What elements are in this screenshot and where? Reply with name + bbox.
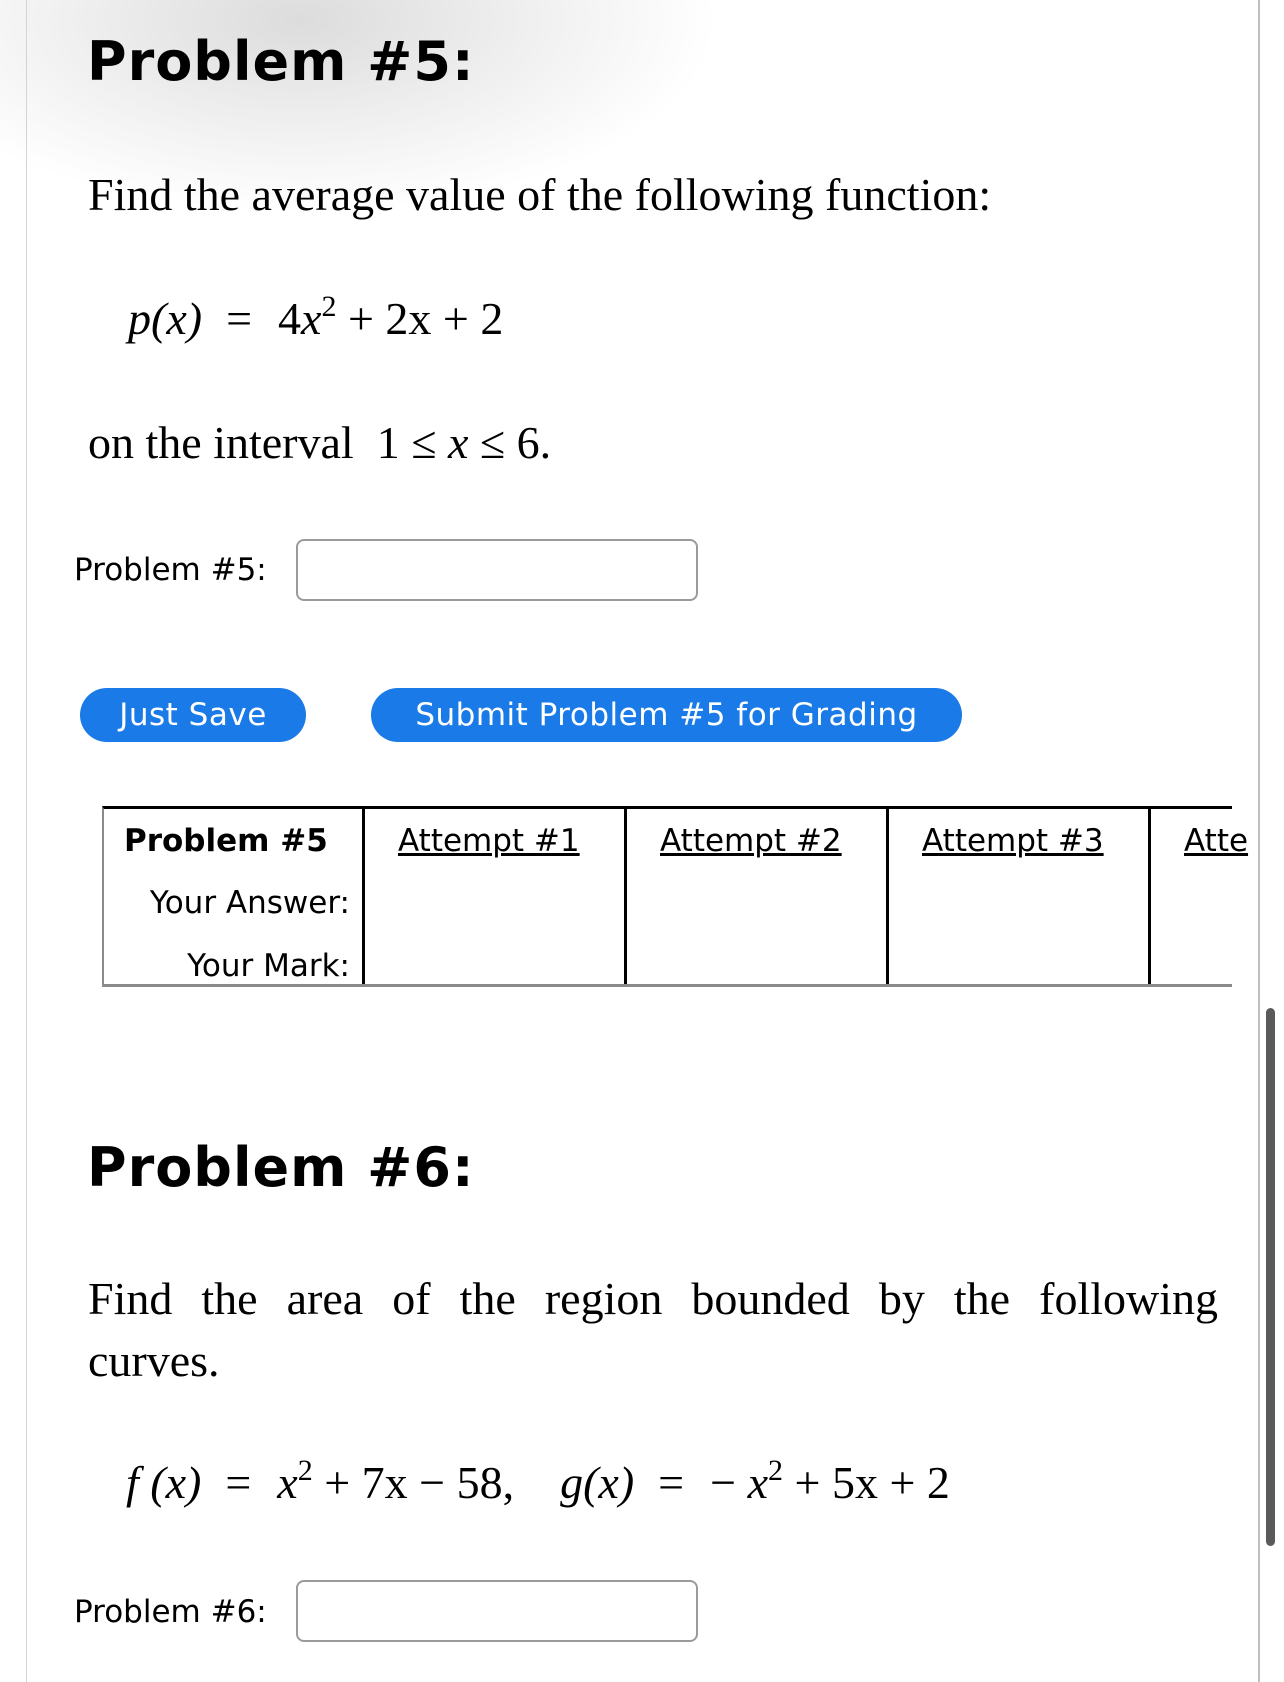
- attempt-1-link[interactable]: Attempt #1: [398, 823, 580, 859]
- problem-5-interval: [88, 416, 551, 469]
- attempt-4-link[interactable]: Atte: [1184, 823, 1249, 859]
- submit-problem-5-button[interactable]: Submit Problem #5 for Grading: [371, 688, 962, 742]
- g-lhs: g(x): [560, 1457, 635, 1508]
- interval-left: 1 ≤: [376, 417, 448, 468]
- problem-5-heading: Problem #5:: [87, 30, 475, 93]
- g-var: x: [747, 1457, 768, 1508]
- function-exponent: 2: [321, 290, 337, 323]
- problem-5-prompt: Find the average value of the following function:: [88, 169, 992, 220]
- function-coef: 4: [278, 293, 302, 344]
- function-lhs: p(x): [128, 293, 203, 344]
- your-mark-label: Your Mark:: [187, 948, 350, 984]
- attempt-2-link[interactable]: Attempt #2: [660, 823, 842, 859]
- problem-6-functions: f $(x) = x^2 + 7x - 58$, g(x) = − $x^2 + 5x + 2$: [126, 1454, 950, 1508]
- your-answer-label: Your Answer:: [149, 885, 350, 921]
- f-lhs: f (x): [126, 1457, 202, 1508]
- interval-var: x: [447, 417, 469, 468]
- problem-6-prompt-line-1: Find the area of the region bounded by the following: [88, 1273, 1218, 1324]
- problem-6-input-label: Problem #6:: [74, 1594, 267, 1630]
- g-head: −: [710, 1457, 748, 1508]
- attempt-4-column: [1148, 809, 1268, 984]
- attempts-table-header: Problem #5: [124, 823, 328, 859]
- interval-right: ≤ 6.: [468, 417, 552, 468]
- g-tail: + 5x + 2: [783, 1457, 950, 1508]
- problem-6-answer-input[interactable]: [296, 1580, 698, 1642]
- function-tail: + 2x + 2: [336, 293, 504, 344]
- attempts-table: [102, 806, 1249, 987]
- f-exponent: 2: [297, 1454, 313, 1487]
- attempt-3-column: [886, 809, 1148, 984]
- scrollbar-thumb[interactable]: [1266, 1008, 1275, 1546]
- problem-5-input-label: Problem #5:: [74, 552, 267, 588]
- attempt-1-column: [362, 809, 624, 984]
- problem-6-heading: Problem #6:: [87, 1136, 475, 1199]
- just-save-button[interactable]: Just Save: [80, 688, 306, 742]
- attempt-3-link[interactable]: Attempt #3: [922, 823, 1104, 859]
- function-var: x: [301, 293, 322, 344]
- interval-text: on the interval: [88, 417, 354, 468]
- attempts-label-column: [104, 809, 362, 984]
- problem-6-prompt-line-2: curves.: [88, 1335, 220, 1386]
- g-exponent: 2: [768, 1454, 783, 1487]
- problem-5-function: $p(x) = 4x^2 + 2x + 2$: [128, 290, 504, 344]
- attempt-2-column: [624, 809, 886, 984]
- f-var: x: [277, 1457, 298, 1508]
- f-tail: + 7x − 58,: [312, 1457, 515, 1508]
- problem-5-answer-input[interactable]: [296, 539, 698, 601]
- left-border: [26, 0, 27, 1682]
